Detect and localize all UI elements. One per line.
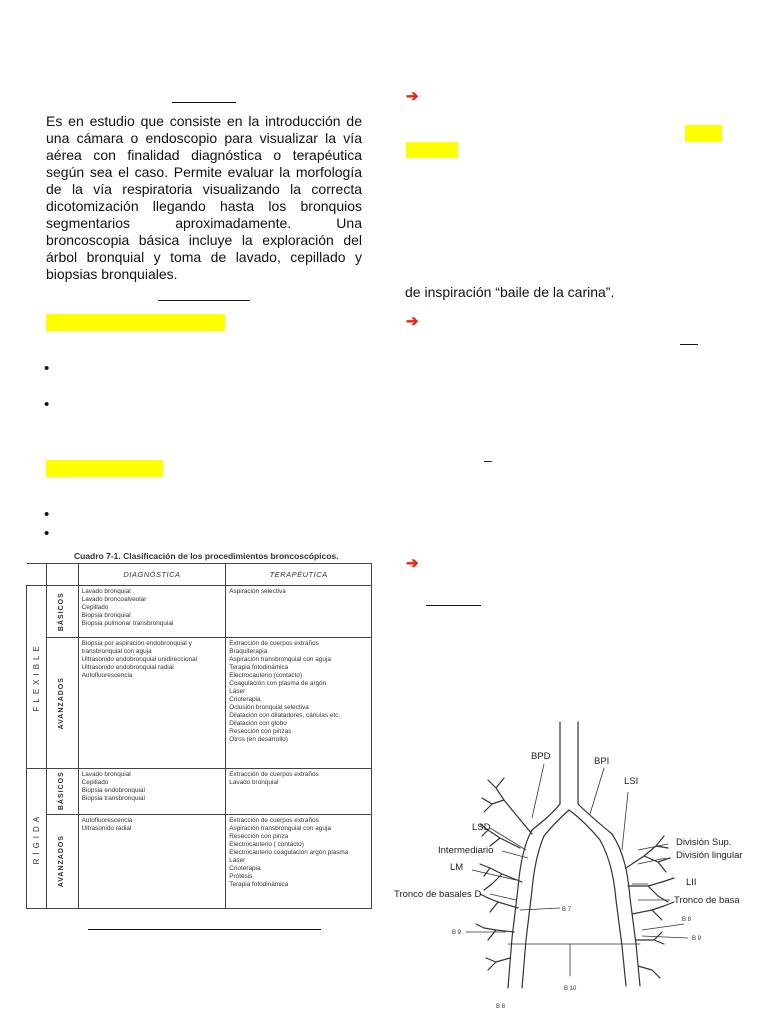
table-cell-line: Oclusión bronquial selectiva: [229, 704, 309, 712]
table-cell-line: Lavado bronquial: [81, 770, 131, 778]
carina-caption: de inspiración “baile de la carina”.: [405, 284, 615, 300]
table-cell-line: Aspiración transbronquial con aguja: [229, 656, 331, 664]
row-rigida-avanzados: AVANZADOS: [46, 814, 78, 908]
table-cell-line: Resección con pinza: [229, 832, 289, 840]
table-cell-line: Extracción de cuerpos extraños: [229, 770, 319, 778]
arrow-icon-1: ➔: [406, 88, 419, 105]
table-cell-line: Láser: [229, 856, 246, 864]
label-lsi: LSI: [624, 776, 639, 787]
table-title: Cuadro 7-1. Clasificación de los procedimientos broncoscópicos.: [74, 551, 339, 561]
table-cell-line: Lavado broncoalveolar: [81, 596, 147, 604]
caption-underline: [88, 929, 321, 930]
bullet-3: •: [44, 506, 50, 523]
arrow-icon-3: ➔: [406, 555, 419, 572]
heading-underline-1: [172, 102, 236, 103]
procedures-table: [26, 563, 372, 909]
table-cell-line: Autofluorescencia: [81, 672, 133, 680]
table-cell-line: Braquiterapia: [229, 648, 268, 656]
table-cell-line: Coagulación con plasma de argón: [229, 680, 327, 688]
label-b10: B 10: [564, 986, 577, 992]
header-terapeutica: TERAPÉUTICA: [226, 564, 372, 586]
table-cell-line: Electrocauterio (contacto): [229, 672, 303, 680]
cell-flex-basic-diag: [78, 586, 226, 638]
highlight-bar-4: [406, 142, 458, 158]
bullet-2: •: [44, 396, 50, 413]
row-flexible-avanzados: AVANZADOS: [46, 638, 78, 768]
table-cell-line: Biopsia bronquial: [81, 612, 131, 620]
label-b9-right: B 9: [692, 936, 702, 942]
label-division-sup: División Sup.: [676, 837, 732, 848]
table-cell-line: Crioterapia: [229, 696, 261, 704]
table-cell-line: Lavado bronquial: [229, 778, 279, 786]
label-intermediario: Intermediario: [438, 845, 494, 856]
label-tronco-basa: Tronco de basa: [674, 895, 740, 906]
bronchial-tree-diagram: [392, 718, 764, 1018]
label-tronco-basales-d: Tronco de basales D: [394, 889, 482, 900]
bullet-1: •: [44, 360, 50, 377]
header-diagnostica: DIAGNÓSTICA: [78, 564, 226, 586]
label-lm: LM: [450, 862, 464, 873]
row-rigida-basicos: BÁSICOS: [46, 768, 78, 814]
table-cell-line: Crioterapia: [229, 864, 261, 872]
cell-flex-adv-ter: [226, 638, 372, 768]
table-cell-line: Biopsia endobronquial: [81, 786, 145, 794]
table-cell-line: Extracción de cuerpos extraños: [229, 816, 319, 824]
table-cell-line: Prótesis: [229, 872, 253, 880]
label-bpd: BPD: [531, 751, 551, 762]
table-cell-line: Autofluorescencia: [81, 816, 133, 824]
dash-mark: –: [484, 452, 492, 468]
procedures-table-figure: [26, 549, 372, 911]
label-b8-right: B 8: [682, 917, 692, 923]
table-cell-line: Biopsia pulmonar transbronquial: [81, 620, 174, 628]
label-lii: LII: [686, 877, 697, 888]
table-cell-line: Terapia fotodinámica: [229, 664, 289, 672]
table-cell-line: Láser: [229, 688, 246, 696]
table-cell-line: Dilatación con globo: [229, 720, 287, 728]
highlight-bar-3: [685, 125, 722, 142]
table-cell-line: Ultrasonido radial: [81, 824, 132, 832]
arrow-icon-2: ➔: [406, 313, 419, 330]
table-cell-line: Terapia fotodinámica: [229, 880, 289, 888]
label-b7: B 7: [562, 907, 572, 913]
table-cell-line: Ultrasonido endobronquial unidireccional: [81, 656, 198, 664]
highlight-bar-2: [46, 460, 163, 477]
table-cell-line: Biopsia por aspiración endobronquial y: [81, 640, 192, 648]
heading-underline-3: [426, 605, 481, 606]
heading-underline-2: [158, 300, 250, 301]
cell-flex-basic-ter: [226, 586, 372, 638]
table-cell-line: Biopsia transbronquial: [81, 794, 145, 802]
intro-paragraph: Es en estudio que consiste en la introducción de una cámara o endoscopio para visualizar la vía aérea con finalidad diagnóstica o terapéutica según sea el caso. Permite evaluar la morfología de la vía respiratoria visualizando la correcta dicotomización llegando hasta los bronquios segmentarios aproximadamente. Una broncoscopia básica incluye la exploración del árbol bronquial y toma de lavado, cepillado y biopsias bronquiales.: [46, 113, 362, 282]
table-cell-line: Electrocauterio ( contacto): [229, 840, 304, 848]
short-underline-1: [680, 344, 698, 345]
cell-flex-adv-diag: [78, 638, 226, 768]
group-flexible: FLEXIBLE: [27, 586, 47, 769]
table-cell-line: Lavado bronquial: [81, 588, 131, 596]
highlight-bar-1: [46, 314, 225, 331]
table-cell-line: Extracción de cuerpos extraños: [229, 640, 319, 648]
label-division-lingular: División lingular: [676, 850, 743, 861]
table-cell-line: Cepillado: [81, 604, 109, 612]
cell-rig-basic-diag: [78, 768, 226, 814]
table-cell-line: Aspiración selectiva: [229, 588, 286, 596]
label-bpi: BPI: [594, 756, 610, 767]
table-cell-line: Resección con pinzas: [229, 728, 292, 736]
cell-rig-adv-ter: [226, 814, 372, 908]
group-rigida: RÍGIDA: [27, 768, 47, 908]
label-lsd: LSD: [472, 822, 491, 833]
label-b9-left: B 9: [452, 930, 462, 936]
table-cell-line: Dilatación con dilatadores, cánulas etc.: [229, 712, 341, 720]
table-cell-line: Ultrasonido endobronquial radial: [81, 664, 174, 672]
table-cell-line: Electrocauterio coagulación argón plasma: [229, 848, 349, 856]
table-cell-line: Otros (en desarrollo): [229, 736, 288, 744]
cell-rig-adv-diag: [78, 814, 226, 908]
table-cell-line: Cepillado: [81, 778, 109, 786]
label-b8-bottom: B 8: [496, 1004, 506, 1010]
bullet-4: •: [44, 525, 50, 542]
cell-rig-basic-ter: [226, 768, 372, 814]
row-flexible-basicos: BÁSICOS: [46, 586, 78, 638]
table-cell-line: Aspiración transbronquial con aguja: [229, 824, 331, 832]
table-cell-line: transbronquial con aguja: [81, 648, 152, 656]
